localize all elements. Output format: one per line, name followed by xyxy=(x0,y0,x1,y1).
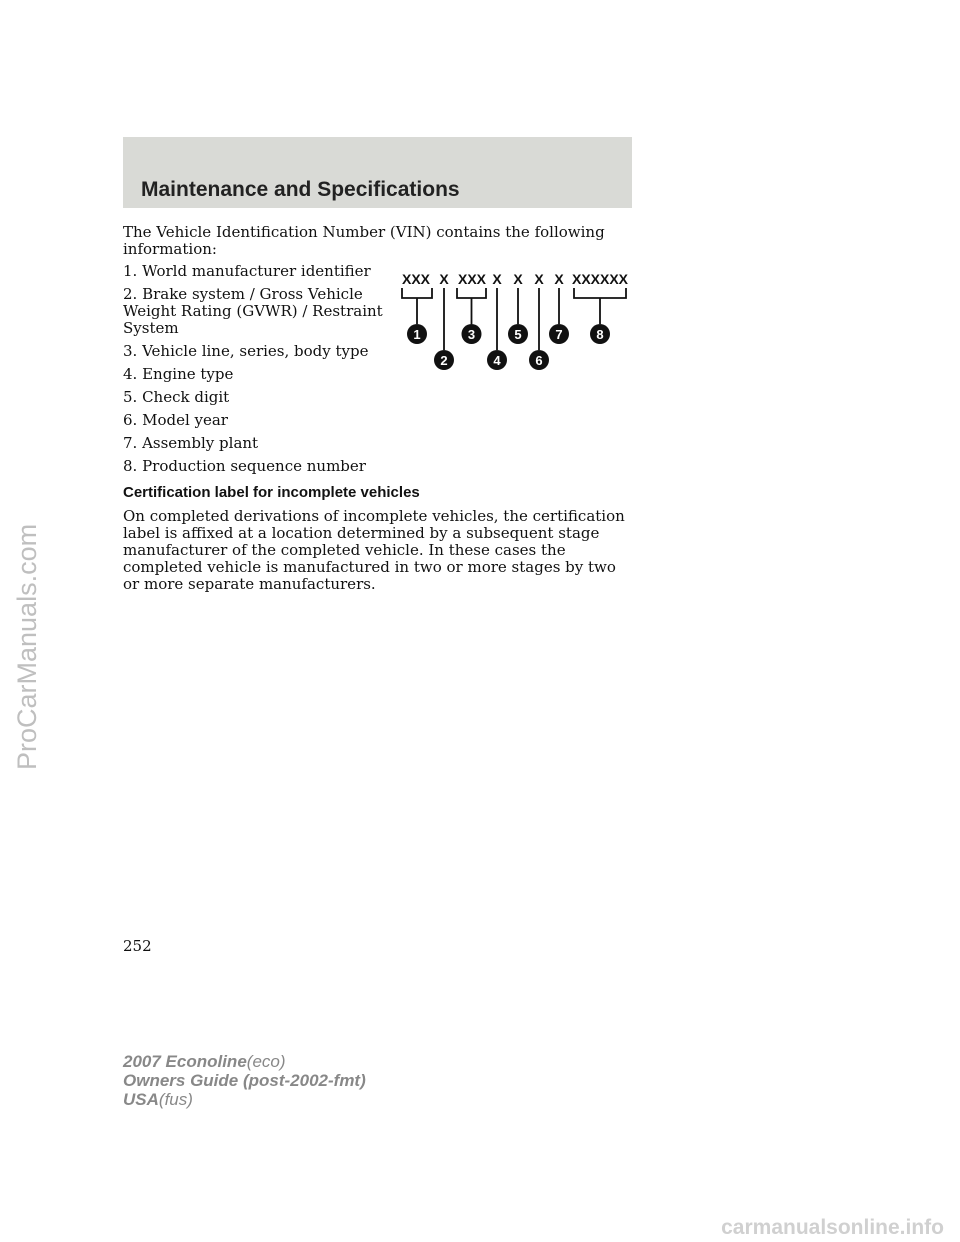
vin-bracket-3 xyxy=(457,288,486,324)
vin-chars-group-6: X xyxy=(534,271,544,287)
callout-label-5: 5 xyxy=(514,327,522,342)
vin-chars-group-1: XXX xyxy=(401,271,431,287)
vin-legend-list xyxy=(123,263,383,481)
vin-chars-group-5: X xyxy=(513,271,523,287)
callout-label-7: 7 xyxy=(555,327,563,342)
footer-model: 2007 Econoline xyxy=(123,1052,247,1071)
footer-line-guide xyxy=(123,1071,366,1090)
list-item: 7. Assembly plant xyxy=(123,434,259,452)
callout-label-1: 1 xyxy=(413,327,421,342)
section-paragraph: On completed derivations of incomplete vehicles, the certification label is affixed at a location determined by a subsequent stage manufacturer of the completed vehicle. In these cases the completed vehicle is manufactured in two or more stages by two or more separate manufacturers. xyxy=(123,507,625,593)
vin-chars-group-8: XXXXXX xyxy=(571,271,629,287)
vin-chars-group-4: X xyxy=(492,271,502,287)
document-footer xyxy=(123,1052,366,1109)
list-item: 5. Check digit xyxy=(123,388,230,406)
callout-label-4: 4 xyxy=(493,353,501,368)
list-item: 2. Brake system / Gross Vehicle Weight Rating (GVWR) / Restraint System xyxy=(123,285,383,337)
page-title: Maintenance and Specifications xyxy=(141,178,460,201)
list-item: 1. World manufacturer identifier xyxy=(123,262,371,280)
footer-model-code: (eco) xyxy=(246,1052,286,1071)
vin-bracket-1 xyxy=(402,288,432,324)
vin-chars-group-3: XXX xyxy=(457,271,487,287)
callout-label-8: 8 xyxy=(596,327,604,342)
footer-line-market xyxy=(123,1090,366,1109)
callout-label-2: 2 xyxy=(440,353,448,368)
vin-diagram xyxy=(396,268,636,372)
section-heading: Certification label for incomplete vehicles xyxy=(123,484,420,501)
footer-line-model xyxy=(123,1052,366,1071)
list-item: 3. Vehicle line, series, body type xyxy=(123,342,369,360)
bottom-watermark: carmanualsonline.info xyxy=(721,1216,944,1239)
list-item: 6. Model year xyxy=(123,411,228,429)
footer-market-code: (fus) xyxy=(158,1090,193,1109)
footer-market: USA xyxy=(123,1090,159,1109)
vin-chars-group-7: X xyxy=(554,271,564,287)
vin-chars-group-2: X xyxy=(439,271,449,287)
footer-guide: Owners Guide (post-2002-fmt) xyxy=(123,1071,366,1090)
list-item: 8. Production sequence number xyxy=(123,457,366,475)
callout-label-3: 3 xyxy=(467,327,476,342)
intro-paragraph: The Vehicle Identification Number (VIN) contains the following information: xyxy=(123,223,605,258)
side-watermark: ProCarManuals.com xyxy=(12,523,42,770)
list-item: 4. Engine type xyxy=(123,365,234,383)
callout-label-6: 6 xyxy=(535,353,543,368)
page-number: 252 xyxy=(123,937,152,955)
vin-bracket-8 xyxy=(574,288,626,324)
